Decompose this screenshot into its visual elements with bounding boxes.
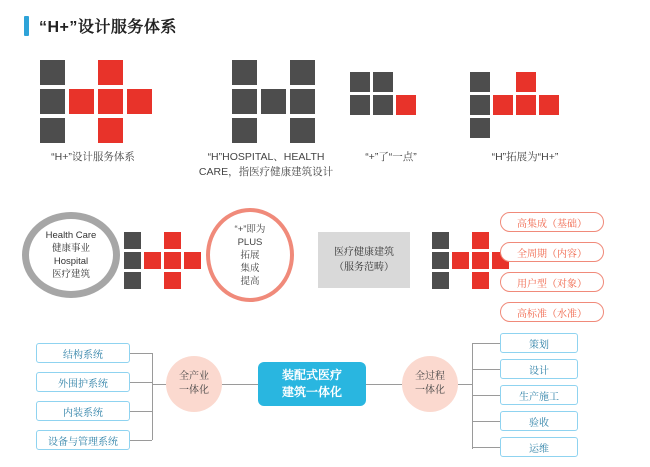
- pill-high-integration[interactable]: 高集成（基础）: [500, 212, 604, 232]
- cross-cell: [232, 118, 257, 143]
- pill-user-oriented[interactable]: 用户型（对象）: [500, 272, 604, 292]
- cross-cell: [470, 95, 490, 115]
- cross-cell: [290, 118, 315, 143]
- cross-cell: [164, 272, 181, 289]
- node-full-industry-chain: [166, 356, 222, 412]
- cross-cell: [516, 72, 536, 92]
- cross-cell: [350, 72, 370, 92]
- tag-structure-system[interactable]: 结构系统: [36, 343, 130, 363]
- cross-cell: [98, 89, 123, 114]
- node-full-process-label: 全过程 一体化: [415, 371, 445, 396]
- connector-left-to-node: [152, 384, 166, 385]
- cross-cell: [98, 60, 123, 85]
- cross-cell: [373, 95, 393, 115]
- cross-cell: [124, 232, 141, 249]
- box-service-scope: [318, 232, 410, 288]
- cross-cell: [350, 95, 370, 115]
- caption-cross-expand: “H”拓展为“H+”: [491, 151, 559, 163]
- cross-cell: [164, 252, 181, 269]
- cross-cell: [432, 232, 449, 249]
- cross-cell: [290, 60, 315, 85]
- cross-cell: [232, 89, 257, 114]
- cross-cell: [69, 89, 94, 114]
- cross-cell: [396, 95, 416, 115]
- ring-health-care: [22, 212, 120, 298]
- tag-acceptance[interactable]: 验收: [500, 411, 578, 431]
- cross-cell: [470, 72, 490, 92]
- cross-cell: [164, 232, 181, 249]
- cross-cell: [432, 252, 449, 269]
- cross-cell: [124, 272, 141, 289]
- tag-interior-system[interactable]: 内装系统: [36, 401, 130, 421]
- cross-cell: [40, 89, 65, 114]
- ring-health-care-label: Health Care 健康事业 Hospital 医疗建筑: [45, 230, 97, 280]
- cross-cell: [127, 89, 152, 114]
- connector-right-3: [472, 395, 500, 396]
- connector-left-2: [130, 382, 152, 383]
- connector-left-spine: [152, 353, 153, 440]
- connector-right-5: [472, 447, 500, 448]
- cross-cell: [452, 252, 469, 269]
- pill-high-standard[interactable]: 高标准（水准）: [500, 302, 604, 322]
- cross-cell: [40, 118, 65, 143]
- tag-operation-maintenance[interactable]: 运维: [500, 437, 578, 457]
- tag-equipment-management-system[interactable]: 设备与管理系统: [36, 430, 130, 450]
- cross-cell: [470, 118, 490, 138]
- connector-left-1: [130, 353, 152, 354]
- cross-cell: [472, 232, 489, 249]
- tag-production-construction[interactable]: 生产施工: [500, 385, 578, 405]
- connector-right-1: [472, 343, 500, 344]
- connector-right-2: [472, 369, 500, 370]
- title-label: “H+”设计服务体系: [39, 19, 177, 36]
- title-accent-bar: [24, 16, 29, 36]
- cross-cell: [472, 272, 489, 289]
- cross-cell: [290, 89, 315, 114]
- node-center-prefab-medical: [258, 362, 366, 406]
- caption-cross-plus-dot: “+”了“一点”: [365, 151, 417, 163]
- connector-center-to-node-right: [366, 384, 402, 385]
- connector-right-spine: [472, 343, 473, 449]
- cross-cell: [516, 95, 536, 115]
- cross-cell: [261, 89, 286, 114]
- ring-plus: [206, 208, 294, 302]
- box-service-scope-label: 医疗健康建筑 （服务范畴）: [334, 247, 394, 273]
- cross-cell: [472, 252, 489, 269]
- connector-left-4: [130, 440, 152, 441]
- caption-cross-h-plus: “H+”设计服务体系: [51, 151, 135, 163]
- connector-node-to-center-left: [222, 384, 258, 385]
- pill-full-cycle[interactable]: 全周期（内容）: [500, 242, 604, 262]
- connector-right-4: [472, 421, 500, 422]
- cross-cell: [432, 272, 449, 289]
- tag-design[interactable]: 设计: [500, 359, 578, 379]
- cross-cell: [232, 60, 257, 85]
- connector-left-3: [130, 411, 152, 412]
- cross-cell: [40, 60, 65, 85]
- ring-plus-label: “+”即为 PLUS 拓展 集成 提高: [234, 223, 266, 287]
- cross-cell: [144, 252, 161, 269]
- cross-cell: [98, 118, 123, 143]
- tag-planning[interactable]: 策划: [500, 333, 578, 353]
- cross-cell: [373, 72, 393, 92]
- node-full-industry-chain-label: 全产业 一体化: [179, 371, 209, 396]
- cross-cell: [124, 252, 141, 269]
- connector-right-from-node: [458, 384, 472, 385]
- node-full-process: [402, 356, 458, 412]
- cross-cell: [539, 95, 559, 115]
- tag-envelope-system[interactable]: 外围护系统: [36, 372, 130, 392]
- cross-cell: [184, 252, 201, 269]
- cross-cell: [493, 95, 513, 115]
- caption-cross-hospital: “H”HOSPITAL、HEALTH CARE，指医疗健康建筑设计: [198, 151, 334, 178]
- node-center-label: 装配式医疗 建筑一体化: [281, 368, 342, 399]
- page-title: [24, 14, 177, 37]
